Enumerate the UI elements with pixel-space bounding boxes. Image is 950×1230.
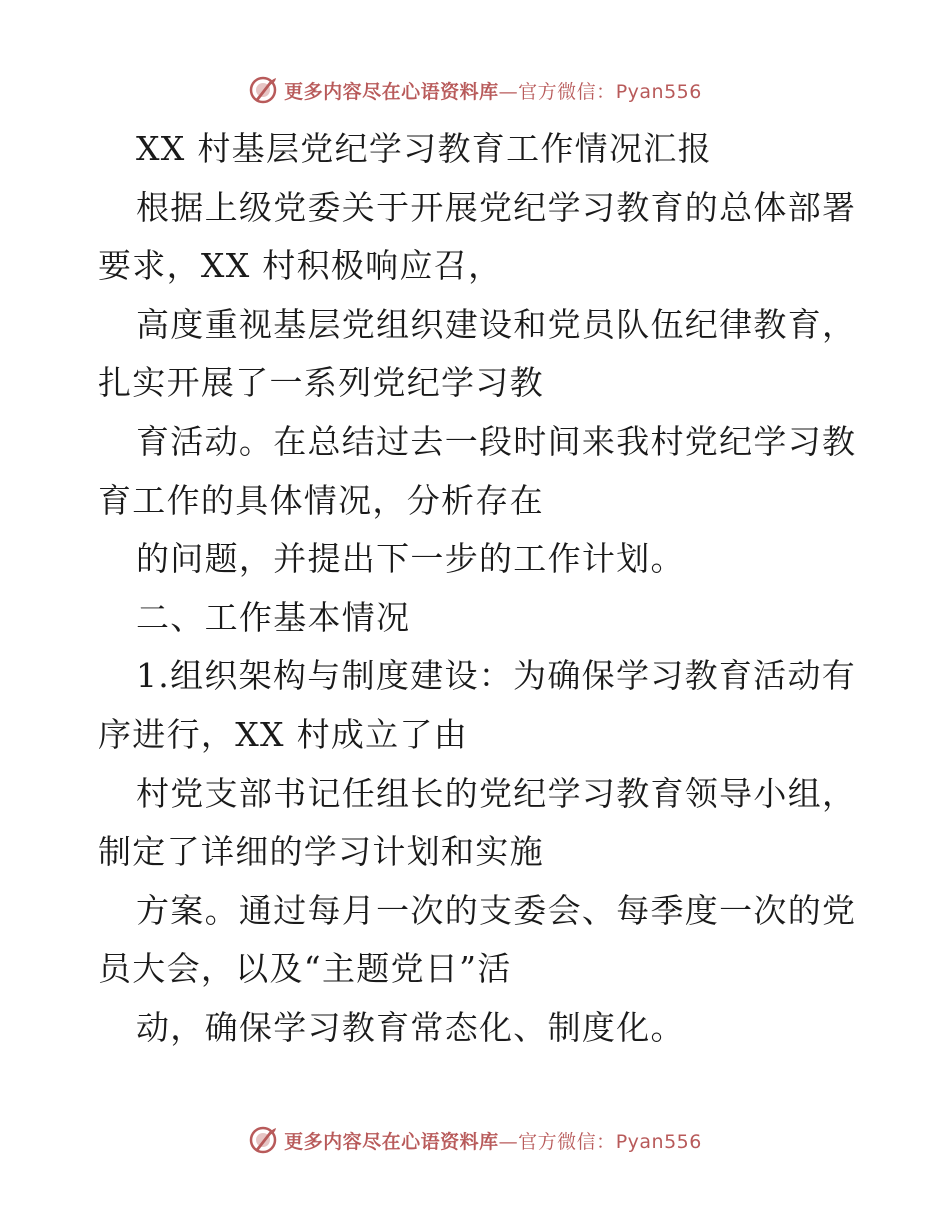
paragraph-line: 育工作的具体情况，分析存在 <box>98 480 544 520</box>
paragraph-line: 员大会，以及“主题党日”活 <box>98 949 512 989</box>
paragraph-line: 方案。通过每月一次的支委会、每季度一次的党 <box>136 890 857 930</box>
watermark-text: 更多内容尽在心语资料库—官方微信：Pyan556 <box>284 80 702 103</box>
stamp-quill-icon <box>248 1125 278 1155</box>
watermark-group <box>248 75 702 105</box>
stamp-quill-icon <box>248 75 278 105</box>
paragraph-line: 要求，XX 村积极响应召， <box>98 246 503 286</box>
watermark-header <box>0 70 950 110</box>
document-title: XX 村基层党纪学习教育工作情况汇报 <box>136 129 712 168</box>
watermark-footer <box>0 1120 950 1160</box>
paragraph-line: 高度重视基层党组织建设和党员队伍纪律教育， <box>136 304 857 344</box>
watermark-text: 更多内容尽在心语资料库—官方微信：Pyan556 <box>284 1130 702 1153</box>
paragraph-line: 育活动。在总结过去一段时间来我村党纪学习教 <box>136 421 857 461</box>
paragraph-line: 村党支部书记任组长的党纪学习教育领导小组， <box>136 773 857 813</box>
paragraph-line: 制定了详细的学习计划和实施 <box>98 832 544 872</box>
paragraph-line: 的问题，并提出下一步的工作计划。 <box>136 539 685 579</box>
paragraph-line: 动，确保学习教育常态化、制度化。 <box>136 1007 685 1047</box>
section-heading: 二、工作基本情况 <box>136 597 411 637</box>
paragraph-line: 根据上级党委关于开展党纪学习教育的总体部署 <box>136 187 857 227</box>
paragraph-line: 扎实开展了一系列党纪学习教 <box>98 363 544 403</box>
watermark-group <box>248 1125 702 1155</box>
paragraph-line: 序进行，XX 村成立了由 <box>98 714 469 754</box>
paragraph-line: 1.组织架构与制度建设：为确保学习教育活动有 <box>136 656 857 696</box>
document-body <box>98 120 858 1058</box>
